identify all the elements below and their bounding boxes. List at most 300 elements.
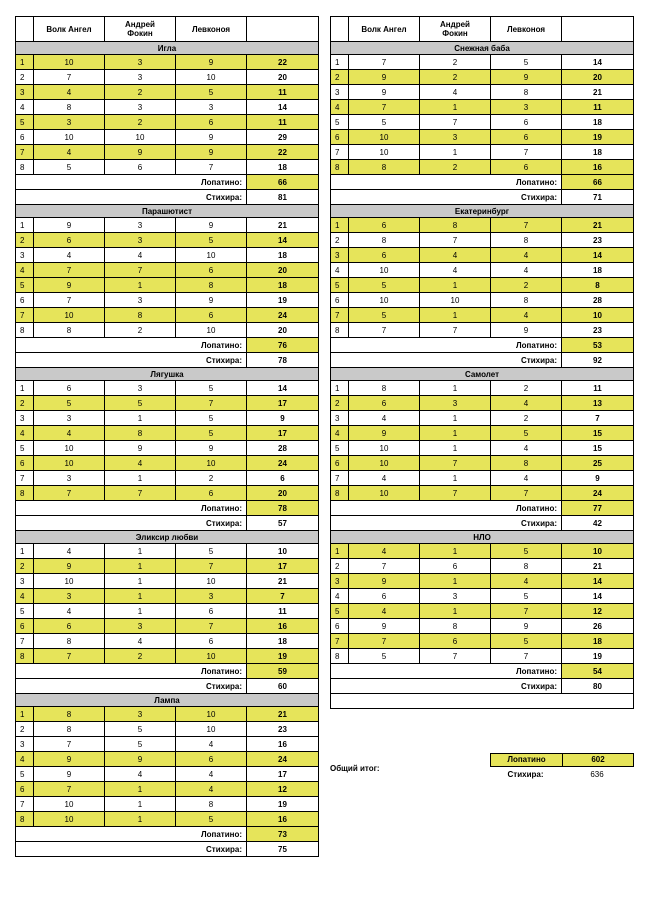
score-total: 21 bbox=[562, 559, 634, 574]
score-total: 24 bbox=[247, 752, 319, 767]
score-volk-angel: 7 bbox=[34, 649, 105, 664]
header-total-cell bbox=[562, 17, 634, 42]
score-volk-angel: 4 bbox=[34, 426, 105, 441]
score-andrey-fokin: 1 bbox=[105, 589, 176, 604]
score-volk-angel: 10 bbox=[349, 145, 420, 160]
score-andrey-fokin: 7 bbox=[420, 323, 491, 338]
score-volk-angel: 3 bbox=[34, 471, 105, 486]
grand-total bbox=[330, 753, 633, 783]
section-title-row bbox=[331, 42, 634, 55]
score-total: 15 bbox=[562, 426, 634, 441]
lopatino-label: Лопатино: bbox=[331, 501, 562, 516]
score-row bbox=[16, 544, 319, 559]
section-title: Игла bbox=[16, 42, 319, 55]
score-row bbox=[16, 396, 319, 411]
score-volk-angel: 6 bbox=[349, 396, 420, 411]
participant-number: 8 bbox=[331, 649, 349, 664]
score-volk-angel: 10 bbox=[349, 441, 420, 456]
participant-number: 4 bbox=[16, 100, 34, 115]
score-total: 21 bbox=[247, 218, 319, 233]
score-volk-angel: 8 bbox=[349, 160, 420, 175]
score-levkonoya: 10 bbox=[176, 248, 247, 263]
stikhira-sum-row bbox=[16, 353, 319, 368]
score-volk-angel: 10 bbox=[349, 263, 420, 278]
score-andrey-fokin: 6 bbox=[420, 559, 491, 574]
score-row bbox=[16, 145, 319, 160]
score-andrey-fokin: 3 bbox=[105, 707, 176, 722]
score-levkonoya: 7 bbox=[176, 396, 247, 411]
lopatino-sum: 54 bbox=[562, 664, 634, 679]
score-andrey-fokin: 7 bbox=[420, 486, 491, 501]
participant-number: 2 bbox=[16, 70, 34, 85]
stikhira-label: Стихира: bbox=[16, 190, 247, 205]
participant-number: 8 bbox=[16, 649, 34, 664]
score-levkonoya: 4 bbox=[176, 767, 247, 782]
participant-number: 3 bbox=[16, 248, 34, 263]
score-andrey-fokin: 2 bbox=[420, 70, 491, 85]
score-row bbox=[331, 160, 634, 175]
score-row bbox=[331, 115, 634, 130]
score-total: 17 bbox=[247, 426, 319, 441]
score-volk-angel: 9 bbox=[349, 574, 420, 589]
score-total: 11 bbox=[247, 85, 319, 100]
score-andrey-fokin: 1 bbox=[105, 471, 176, 486]
score-row bbox=[331, 589, 634, 604]
lopatino-sum: 77 bbox=[562, 501, 634, 516]
score-total: 14 bbox=[562, 248, 634, 263]
score-total: 17 bbox=[247, 767, 319, 782]
score-row bbox=[331, 441, 634, 456]
score-row bbox=[16, 559, 319, 574]
score-total: 14 bbox=[247, 233, 319, 248]
score-row bbox=[16, 308, 319, 323]
participant-number: 7 bbox=[16, 145, 34, 160]
score-volk-angel: 5 bbox=[34, 396, 105, 411]
score-volk-angel: 7 bbox=[34, 263, 105, 278]
score-total: 23 bbox=[562, 323, 634, 338]
stikhira-sum: 60 bbox=[247, 679, 319, 694]
score-volk-angel: 7 bbox=[349, 323, 420, 338]
score-volk-angel: 9 bbox=[34, 559, 105, 574]
participant-number: 5 bbox=[16, 767, 34, 782]
score-total: 24 bbox=[247, 456, 319, 471]
score-row bbox=[16, 100, 319, 115]
score-andrey-fokin: 7 bbox=[420, 233, 491, 248]
right-score-column bbox=[330, 16, 633, 709]
score-row bbox=[16, 471, 319, 486]
lopatino-sum: 76 bbox=[247, 338, 319, 353]
score-total: 21 bbox=[247, 574, 319, 589]
score-total: 14 bbox=[247, 100, 319, 115]
stikhira-sum-row bbox=[331, 353, 634, 368]
score-andrey-fokin: 1 bbox=[105, 782, 176, 797]
section-title-row bbox=[16, 531, 319, 544]
score-total: 9 bbox=[562, 471, 634, 486]
score-levkonoya: 10 bbox=[176, 649, 247, 664]
score-volk-angel: 9 bbox=[34, 752, 105, 767]
score-row bbox=[331, 55, 634, 70]
participant-number: 5 bbox=[331, 115, 349, 130]
score-andrey-fokin: 8 bbox=[105, 308, 176, 323]
score-andrey-fokin: 1 bbox=[105, 544, 176, 559]
lopatino-label: Лопатино: bbox=[16, 664, 247, 679]
judge-name-header: Волк Ангел bbox=[34, 17, 105, 42]
score-row bbox=[331, 233, 634, 248]
score-row bbox=[16, 752, 319, 767]
stikhira-label: Стихира: bbox=[331, 190, 562, 205]
score-row bbox=[16, 797, 319, 812]
score-row bbox=[331, 634, 634, 649]
score-row bbox=[331, 544, 634, 559]
score-row bbox=[16, 411, 319, 426]
score-levkonoya: 5 bbox=[176, 411, 247, 426]
score-volk-angel: 4 bbox=[34, 604, 105, 619]
judges-header-row bbox=[331, 17, 634, 42]
score-levkonoya: 6 bbox=[176, 486, 247, 501]
score-total: 11 bbox=[562, 100, 634, 115]
score-volk-angel: 5 bbox=[34, 160, 105, 175]
lopatino-sum-row bbox=[16, 664, 319, 679]
score-levkonoya: 3 bbox=[176, 589, 247, 604]
score-andrey-fokin: 3 bbox=[105, 55, 176, 70]
score-levkonoya: 6 bbox=[176, 308, 247, 323]
score-total: 14 bbox=[562, 55, 634, 70]
score-andrey-fokin: 7 bbox=[420, 456, 491, 471]
participant-number: 7 bbox=[331, 634, 349, 649]
score-volk-angel: 3 bbox=[34, 411, 105, 426]
score-total: 6 bbox=[247, 471, 319, 486]
score-total: 16 bbox=[562, 160, 634, 175]
stikhira-label: Стихира: bbox=[16, 679, 247, 694]
score-total: 20 bbox=[247, 70, 319, 85]
score-volk-angel: 10 bbox=[34, 130, 105, 145]
participant-number: 8 bbox=[16, 812, 34, 827]
section-title: Екатеринбург bbox=[331, 205, 634, 218]
score-total: 18 bbox=[562, 634, 634, 649]
score-andrey-fokin: 3 bbox=[105, 218, 176, 233]
participant-number: 2 bbox=[16, 396, 34, 411]
score-levkonoya: 9 bbox=[176, 130, 247, 145]
score-levkonoya: 6 bbox=[176, 115, 247, 130]
score-levkonoya: 6 bbox=[491, 130, 562, 145]
score-andrey-fokin: 1 bbox=[420, 441, 491, 456]
score-total: 24 bbox=[247, 308, 319, 323]
score-levkonoya: 9 bbox=[176, 55, 247, 70]
score-andrey-fokin: 2 bbox=[105, 115, 176, 130]
score-levkonoya: 9 bbox=[176, 441, 247, 456]
stikhira-sum: 92 bbox=[562, 353, 634, 368]
header-blank-cell bbox=[331, 17, 349, 42]
score-volk-angel: 7 bbox=[349, 634, 420, 649]
participant-number: 6 bbox=[16, 293, 34, 308]
participant-number: 2 bbox=[16, 722, 34, 737]
score-volk-angel: 9 bbox=[349, 426, 420, 441]
score-total: 10 bbox=[562, 308, 634, 323]
empty-spacer-row bbox=[331, 694, 634, 709]
score-volk-angel: 10 bbox=[34, 441, 105, 456]
section-title-row bbox=[331, 531, 634, 544]
score-levkonoya: 2 bbox=[491, 411, 562, 426]
participant-number: 6 bbox=[16, 782, 34, 797]
stikhira-sum: 42 bbox=[562, 516, 634, 531]
score-row bbox=[331, 381, 634, 396]
score-volk-angel: 7 bbox=[34, 737, 105, 752]
score-total: 18 bbox=[562, 263, 634, 278]
score-volk-angel: 4 bbox=[349, 471, 420, 486]
score-levkonoya: 10 bbox=[176, 456, 247, 471]
score-total: 10 bbox=[247, 544, 319, 559]
grand-lopatino-label: Лопатино bbox=[490, 753, 563, 767]
stikhira-sum-row bbox=[16, 190, 319, 205]
score-row bbox=[331, 278, 634, 293]
score-total: 16 bbox=[247, 619, 319, 634]
score-andrey-fokin: 6 bbox=[420, 634, 491, 649]
participant-number: 5 bbox=[16, 441, 34, 456]
participant-number: 7 bbox=[331, 145, 349, 160]
score-levkonoya: 8 bbox=[491, 559, 562, 574]
score-row bbox=[16, 782, 319, 797]
score-volk-angel: 5 bbox=[349, 115, 420, 130]
score-levkonoya: 6 bbox=[491, 160, 562, 175]
lopatino-sum-row bbox=[16, 175, 319, 190]
stikhira-sum-row bbox=[16, 679, 319, 694]
score-volk-angel: 7 bbox=[34, 70, 105, 85]
score-levkonoya: 7 bbox=[491, 145, 562, 160]
score-levkonoya: 2 bbox=[176, 471, 247, 486]
grand-total-label: Общий итог: bbox=[330, 764, 380, 773]
score-volk-angel: 6 bbox=[349, 589, 420, 604]
score-andrey-fokin: 2 bbox=[105, 649, 176, 664]
score-levkonoya: 9 bbox=[176, 293, 247, 308]
participant-number: 3 bbox=[16, 411, 34, 426]
score-levkonoya: 8 bbox=[491, 456, 562, 471]
participant-number: 3 bbox=[16, 574, 34, 589]
score-levkonoya: 4 bbox=[176, 782, 247, 797]
score-levkonoya: 9 bbox=[491, 323, 562, 338]
score-andrey-fokin: 4 bbox=[105, 248, 176, 263]
score-total: 11 bbox=[562, 381, 634, 396]
score-total: 21 bbox=[562, 85, 634, 100]
score-row bbox=[331, 100, 634, 115]
participant-number: 4 bbox=[16, 752, 34, 767]
score-volk-angel: 10 bbox=[349, 486, 420, 501]
lopatino-sum: 73 bbox=[247, 827, 319, 842]
stikhira-sum: 75 bbox=[247, 842, 319, 857]
stikhira-label: Стихира: bbox=[331, 516, 562, 531]
score-levkonoya: 2 bbox=[491, 278, 562, 293]
score-volk-angel: 7 bbox=[34, 486, 105, 501]
score-levkonoya: 9 bbox=[491, 619, 562, 634]
score-levkonoya: 7 bbox=[491, 218, 562, 233]
score-volk-angel: 9 bbox=[349, 619, 420, 634]
score-total: 19 bbox=[247, 293, 319, 308]
score-andrey-fokin: 3 bbox=[420, 396, 491, 411]
score-volk-angel: 10 bbox=[34, 456, 105, 471]
score-row bbox=[16, 218, 319, 233]
score-andrey-fokin: 1 bbox=[105, 574, 176, 589]
score-row bbox=[16, 55, 319, 70]
score-total: 28 bbox=[562, 293, 634, 308]
participant-number: 1 bbox=[16, 544, 34, 559]
empty-spacer-cell bbox=[331, 694, 634, 709]
score-total: 18 bbox=[562, 115, 634, 130]
score-andrey-fokin: 7 bbox=[105, 263, 176, 278]
stikhira-label: Стихира: bbox=[16, 516, 247, 531]
participant-number: 1 bbox=[16, 55, 34, 70]
score-total: 7 bbox=[247, 589, 319, 604]
score-andrey-fokin: 3 bbox=[105, 233, 176, 248]
participant-number: 1 bbox=[16, 218, 34, 233]
score-total: 19 bbox=[562, 130, 634, 145]
score-andrey-fokin: 1 bbox=[420, 471, 491, 486]
score-row bbox=[331, 308, 634, 323]
score-row bbox=[331, 426, 634, 441]
score-andrey-fokin: 8 bbox=[420, 619, 491, 634]
score-volk-angel: 4 bbox=[349, 604, 420, 619]
score-volk-angel: 6 bbox=[34, 233, 105, 248]
score-levkonoya: 10 bbox=[176, 707, 247, 722]
lopatino-label: Лопатино: bbox=[331, 664, 562, 679]
score-row bbox=[331, 559, 634, 574]
score-andrey-fokin: 1 bbox=[420, 544, 491, 559]
score-row bbox=[331, 604, 634, 619]
participant-number: 3 bbox=[331, 85, 349, 100]
score-total: 11 bbox=[247, 604, 319, 619]
score-levkonoya: 5 bbox=[176, 85, 247, 100]
score-levkonoya: 5 bbox=[491, 589, 562, 604]
lopatino-sum: 59 bbox=[247, 664, 319, 679]
score-volk-angel: 8 bbox=[34, 100, 105, 115]
score-andrey-fokin: 2 bbox=[105, 323, 176, 338]
score-volk-angel: 4 bbox=[349, 544, 420, 559]
score-levkonoya: 6 bbox=[176, 263, 247, 278]
score-levkonoya: 4 bbox=[491, 263, 562, 278]
participant-number: 4 bbox=[16, 426, 34, 441]
stikhira-sum: 71 bbox=[562, 190, 634, 205]
participant-number: 7 bbox=[16, 471, 34, 486]
score-volk-angel: 9 bbox=[349, 70, 420, 85]
participant-number: 5 bbox=[16, 115, 34, 130]
grand-stikhira-value: 636 bbox=[590, 770, 604, 779]
score-volk-angel: 10 bbox=[349, 456, 420, 471]
score-row bbox=[16, 812, 319, 827]
lopatino-label: Лопатино: bbox=[331, 175, 562, 190]
score-andrey-fokin: 3 bbox=[420, 589, 491, 604]
score-total: 9 bbox=[247, 411, 319, 426]
score-volk-angel: 10 bbox=[34, 574, 105, 589]
stikhira-label: Стихира: bbox=[331, 679, 562, 694]
score-levkonoya: 10 bbox=[176, 323, 247, 338]
score-levkonoya: 10 bbox=[176, 70, 247, 85]
participant-number: 3 bbox=[331, 248, 349, 263]
score-row bbox=[331, 218, 634, 233]
score-levkonoya: 5 bbox=[176, 381, 247, 396]
score-row bbox=[16, 634, 319, 649]
score-row bbox=[16, 263, 319, 278]
participant-number: 1 bbox=[331, 55, 349, 70]
score-levkonoya: 5 bbox=[176, 812, 247, 827]
participant-number: 5 bbox=[331, 604, 349, 619]
score-row bbox=[16, 456, 319, 471]
score-andrey-fokin: 1 bbox=[420, 100, 491, 115]
participant-number: 6 bbox=[16, 130, 34, 145]
score-row bbox=[331, 574, 634, 589]
participant-number: 7 bbox=[16, 634, 34, 649]
score-row bbox=[331, 486, 634, 501]
participant-number: 2 bbox=[16, 233, 34, 248]
lopatino-label: Лопатино: bbox=[331, 338, 562, 353]
score-levkonoya: 4 bbox=[491, 441, 562, 456]
score-total: 11 bbox=[247, 115, 319, 130]
score-row bbox=[16, 604, 319, 619]
score-levkonoya: 7 bbox=[491, 649, 562, 664]
participant-number: 5 bbox=[331, 278, 349, 293]
participant-number: 3 bbox=[16, 737, 34, 752]
score-total: 20 bbox=[247, 323, 319, 338]
score-levkonoya: 6 bbox=[176, 752, 247, 767]
score-volk-angel: 4 bbox=[34, 544, 105, 559]
score-total: 17 bbox=[247, 396, 319, 411]
participant-number: 1 bbox=[331, 544, 349, 559]
section-title-row bbox=[16, 694, 319, 707]
score-row bbox=[16, 426, 319, 441]
score-andrey-fokin: 7 bbox=[105, 486, 176, 501]
participant-number: 8 bbox=[16, 160, 34, 175]
score-andrey-fokin: 2 bbox=[420, 55, 491, 70]
score-andrey-fokin: 10 bbox=[420, 293, 491, 308]
score-levkonoya: 10 bbox=[176, 722, 247, 737]
score-row bbox=[16, 619, 319, 634]
score-row bbox=[16, 589, 319, 604]
score-total: 18 bbox=[247, 278, 319, 293]
score-total: 29 bbox=[247, 130, 319, 145]
score-total: 21 bbox=[247, 707, 319, 722]
score-row bbox=[16, 130, 319, 145]
participant-number: 3 bbox=[16, 85, 34, 100]
score-volk-angel: 3 bbox=[34, 115, 105, 130]
participant-number: 4 bbox=[331, 426, 349, 441]
score-table bbox=[15, 16, 319, 857]
header-blank-cell bbox=[16, 17, 34, 42]
score-table bbox=[330, 16, 634, 709]
score-andrey-fokin: 4 bbox=[420, 85, 491, 100]
section-title: Эликсир любви bbox=[16, 531, 319, 544]
score-row bbox=[16, 160, 319, 175]
score-total: 18 bbox=[247, 160, 319, 175]
score-andrey-fokin: 9 bbox=[105, 752, 176, 767]
stikhira-label: Стихира: bbox=[331, 353, 562, 368]
stikhira-sum: 57 bbox=[247, 516, 319, 531]
score-volk-angel: 5 bbox=[349, 308, 420, 323]
score-total: 21 bbox=[562, 218, 634, 233]
score-volk-angel: 10 bbox=[34, 55, 105, 70]
lopatino-label: Лопатино: bbox=[16, 175, 247, 190]
score-row bbox=[16, 441, 319, 456]
participant-number: 2 bbox=[331, 233, 349, 248]
score-row bbox=[331, 263, 634, 278]
score-andrey-fokin: 2 bbox=[105, 85, 176, 100]
header-total-cell bbox=[247, 17, 319, 42]
score-andrey-fokin: 1 bbox=[420, 145, 491, 160]
section-title: Лягушка bbox=[16, 368, 319, 381]
score-total: 24 bbox=[562, 486, 634, 501]
score-levkonoya: 4 bbox=[176, 737, 247, 752]
participant-number: 7 bbox=[16, 797, 34, 812]
score-total: 26 bbox=[562, 619, 634, 634]
score-total: 17 bbox=[247, 559, 319, 574]
score-total: 18 bbox=[247, 248, 319, 263]
score-levkonoya: 6 bbox=[176, 634, 247, 649]
